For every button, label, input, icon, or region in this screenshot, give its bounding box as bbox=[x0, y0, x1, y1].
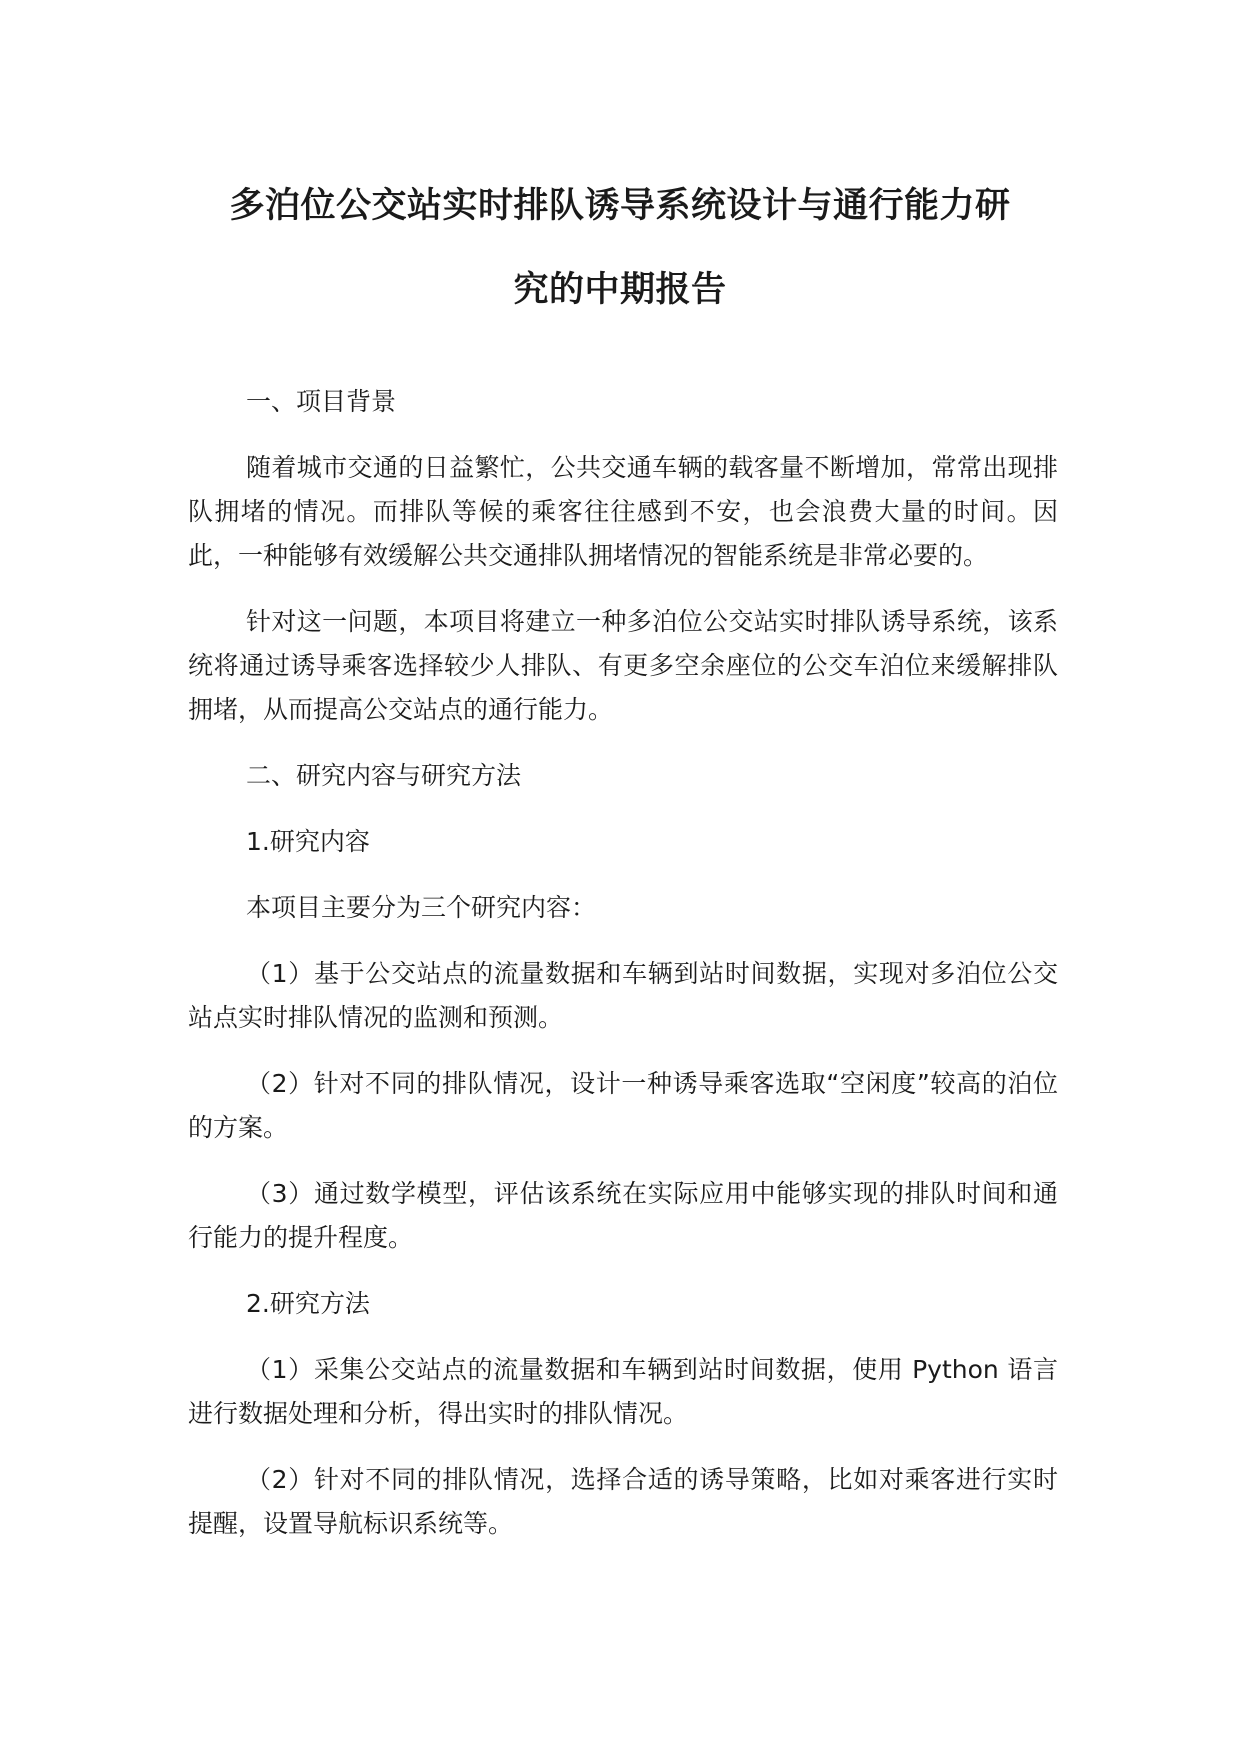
research-content-item-2: （2）针对不同的排队情况，设计一种诱导乘客选取“空闲度”较高的泊位的方案。 bbox=[188, 1069, 1058, 1142]
subsection-research-method-heading: 2.研究方法 bbox=[246, 1289, 370, 1318]
section-1-heading: 一、项目背景 bbox=[246, 387, 397, 416]
subsection-research-content-heading: 1.研究内容 bbox=[246, 827, 370, 856]
document-title-line-2: 究的中期报告 bbox=[513, 270, 727, 310]
section-1-paragraph-2: 针对这一问题，本项目将建立一种多泊位公交站实时排队诱导系统，该系统将通过诱导乘客选择较少人排队、有更多空余座位的公交车泊位来缓解排队拥堵，从而提高公交站点的通行能力。 bbox=[188, 607, 1058, 724]
section-2-heading: 二、研究内容与研究方法 bbox=[246, 761, 522, 790]
document-body bbox=[188, 380, 1058, 1546]
research-method-item-2: （2）针对不同的排队情况，选择合适的诱导策略，比如对乘客进行实时提醒，设置导航标识系统等。 bbox=[188, 1465, 1058, 1538]
document-title-line-1: 多泊位公交站实时排队诱导系统设计与通行能力研 bbox=[229, 186, 1011, 226]
research-content-item-3: （3）通过数学模型，评估该系统在实际应用中能够实现的排队时间和通行能力的提升程度。 bbox=[188, 1179, 1058, 1252]
section-1-paragraph-1: 随着城市交通的日益繁忙，公共交通车辆的载客量不断增加，常常出现排队拥堵的情况。而排队等候的乘客往往感到不安，也会浪费大量的时间。因此，一种能够有效缓解公共交通排队拥堵情况的智能系统是非常必要的。 bbox=[188, 453, 1058, 570]
research-method-item-1: （1）采集公交站点的流量数据和车辆到站时间数据，使用 Python 语言进行数据处理和分析，得出实时的排队情况。 bbox=[188, 1355, 1058, 1428]
research-content-item-1: （1）基于公交站点的流量数据和车辆到站时间数据，实现对多泊位公交站点实时排队情况的监测和预测。 bbox=[188, 959, 1058, 1032]
research-content-intro: 本项目主要分为三个研究内容： bbox=[246, 893, 597, 922]
